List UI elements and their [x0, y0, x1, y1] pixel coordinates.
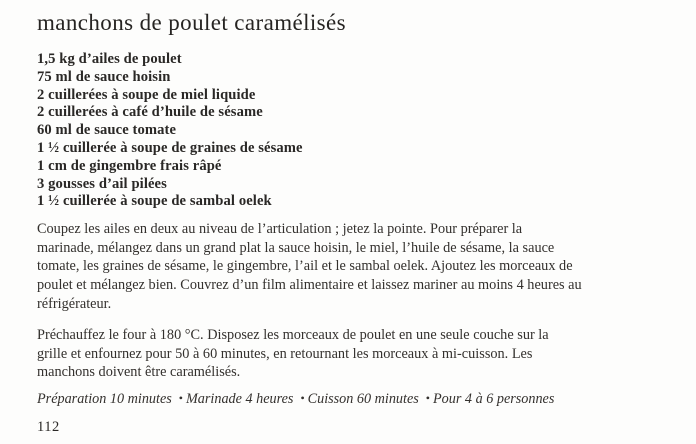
ingredient-line: 1 ½ cuillerée à soupe de graines de sésame	[37, 139, 303, 156]
ingredient-line: 2 cuillerées à café d’huile de sésame	[37, 104, 263, 121]
bullet-separator: •	[178, 390, 183, 405]
recipe-title: manchons de poulet caramélisés	[37, 10, 346, 35]
ingredient-line: 1,5 kg d’ailes de poulet	[37, 51, 182, 67]
meta-item-cuisson: Cuisson 60 minutes	[307, 390, 419, 407]
meta-item-portions: Pour 4 à 6 personnes	[433, 390, 555, 407]
bullet-separator: •	[425, 390, 430, 405]
ingredient-line: 1 ½ cuillerée à soupe de sambal oelek	[37, 193, 272, 210]
instructions-paragraph-cuisson: Préchauffez le four à 180 °C. Disposez les morceaux de poulet en une seule couche sur la grille et enfournez pour 50 à 60 minutes, en retournant les morceaux à mi-cuisson. Les manchons doivent être caramélisés.	[37, 327, 549, 381]
ingredients-list	[37, 51, 656, 211]
meta-item-preparation: Préparation 10 minutes	[37, 390, 172, 407]
page-number: 112	[37, 419, 60, 435]
recipe-meta	[37, 391, 656, 408]
ingredient-line: 2 cuillerées à soupe de miel liquide	[37, 86, 256, 103]
ingredient-line: 3 gousses d’ail pilées	[37, 175, 167, 192]
ingredient-line: 60 ml de sauce tomate	[37, 122, 177, 139]
ingredient-line: 75 ml de sauce hoisin	[37, 68, 171, 85]
instructions-paragraph-marinade: Coupez les ailes en deux au niveau de l’articulation ; jetez la pointe. Pour préparer la marinade, mélangez dans un grand plat la sauce hoisin, le miel, l’huile de sésame, la sauce tomate, les graines de sésame, le gingembre, l’ail et le sambal oelek. Ajoutez les morceaux de poulet et mélangez bien. Couvrez d’un film alimentaire et laissez mariner au moins 4 heures au réfrigérateur.	[37, 221, 582, 312]
instructions-block	[37, 220, 582, 382]
ingredient-line: 1 cm de gingembre frais râpé	[37, 157, 222, 174]
bullet-separator: •	[300, 390, 305, 405]
meta-item-marinade: Marinade 4 heures	[185, 390, 294, 407]
